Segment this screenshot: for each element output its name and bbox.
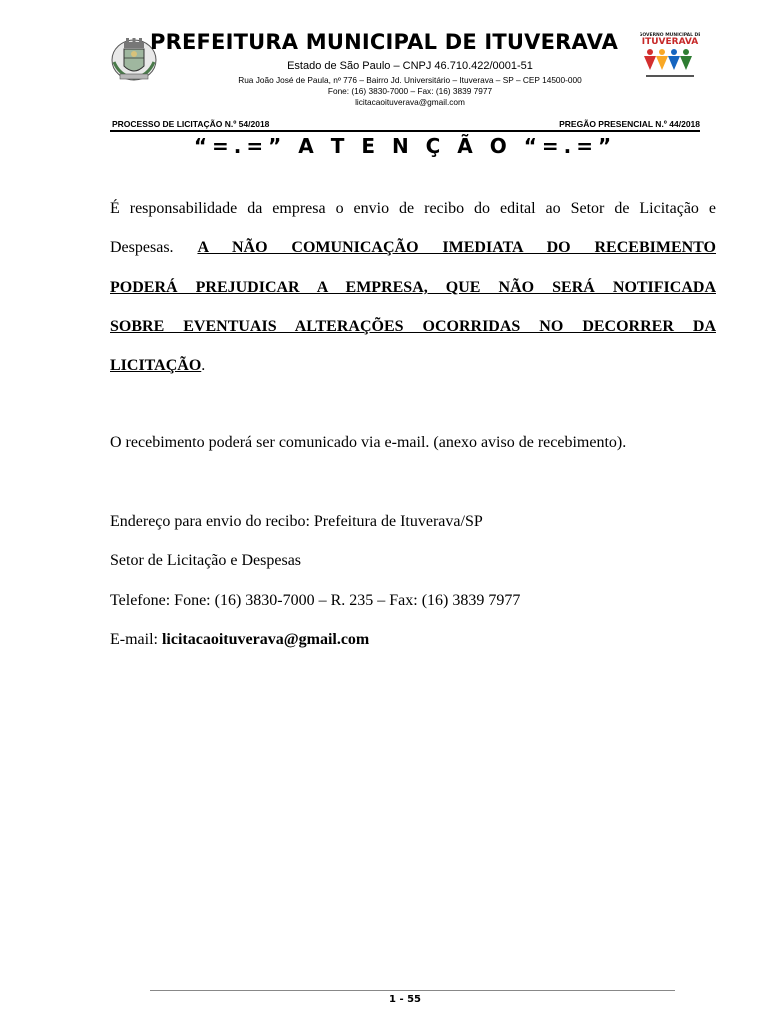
page-number: 1 - 55: [389, 994, 421, 1005]
header-email-line: licitacaoituverava@gmail.com: [355, 97, 465, 107]
pregao-number: PREGÃO PRESENCIAL N.º 44/2018: [559, 119, 700, 129]
logo-main-text: ITUVERAVA: [641, 37, 699, 47]
warning-text-2: PODERÁ PREJUDICAR A EMPRESA, QUE NÃO SERÁ NOTIFICADA: [110, 279, 716, 296]
address-line: Rua João José de Paula, nº 776 – Bairro Jd. Universitário – Ituverava – SP – CEP 14500-000: [238, 75, 582, 85]
warning-text-4: LICITAÇÃO: [110, 357, 202, 374]
process-number: PROCESSO DE LICITAÇÃO N.º 54/2018: [112, 119, 270, 129]
paragraph-line-5: [110, 356, 716, 376]
receipt-address: Endereço para envio do recibo: Prefeitura de Ituverava/SP: [110, 513, 483, 530]
paragraph-line-1: É responsabilidade da empresa o envio de recibo do edital ao Setor de Licitação e: [110, 200, 716, 217]
paragraph-end-period: .: [201, 357, 206, 374]
org-title: PREFEITURA MUNICIPAL DE ITUVERAVA: [150, 30, 619, 54]
attention-title: “=.=” A T E N Ç Ã O “=.=”: [193, 134, 617, 158]
telephone-line: Telefone: Fone: (16) 3830-7000 – R. 235 – Fax: (16) 3839 7977: [110, 592, 521, 609]
header-divider: [110, 130, 700, 132]
paragraph-line-2: [110, 238, 716, 258]
logo-top-text: GOVERNO MUNICIPAL DE: [640, 33, 700, 38]
email-address: licitacaoituverava@gmail.com: [161, 631, 370, 648]
state-cnpj-line: Estado de São Paulo – CNPJ 46.710.422/0001-51: [287, 60, 533, 72]
sector-name: Setor de Licitação e Despesas: [110, 552, 302, 569]
footer-divider: [150, 990, 675, 991]
ituverava-government-logo: [640, 30, 700, 80]
receipt-email-note: O recebimento poderá ser comunicado via e-mail. (anexo aviso de recebimento).: [110, 434, 627, 451]
warning-text-1: A NÃO COMUNICAÇÃO IMEDIATA DO RECEBIMENTO: [197, 239, 717, 256]
paragraph-line-2-plain: Despesas.: [110, 239, 198, 256]
email-line: [110, 630, 716, 650]
phone-fax-line: Fone: (16) 3830-7000 – Fax: (16) 3839 7977: [327, 86, 493, 96]
email-label: E-mail:: [110, 631, 162, 648]
warning-text-3: SOBRE EVENTUAIS ALTERAÇÕES OCORRIDAS NO DECORRER DA: [110, 318, 716, 335]
